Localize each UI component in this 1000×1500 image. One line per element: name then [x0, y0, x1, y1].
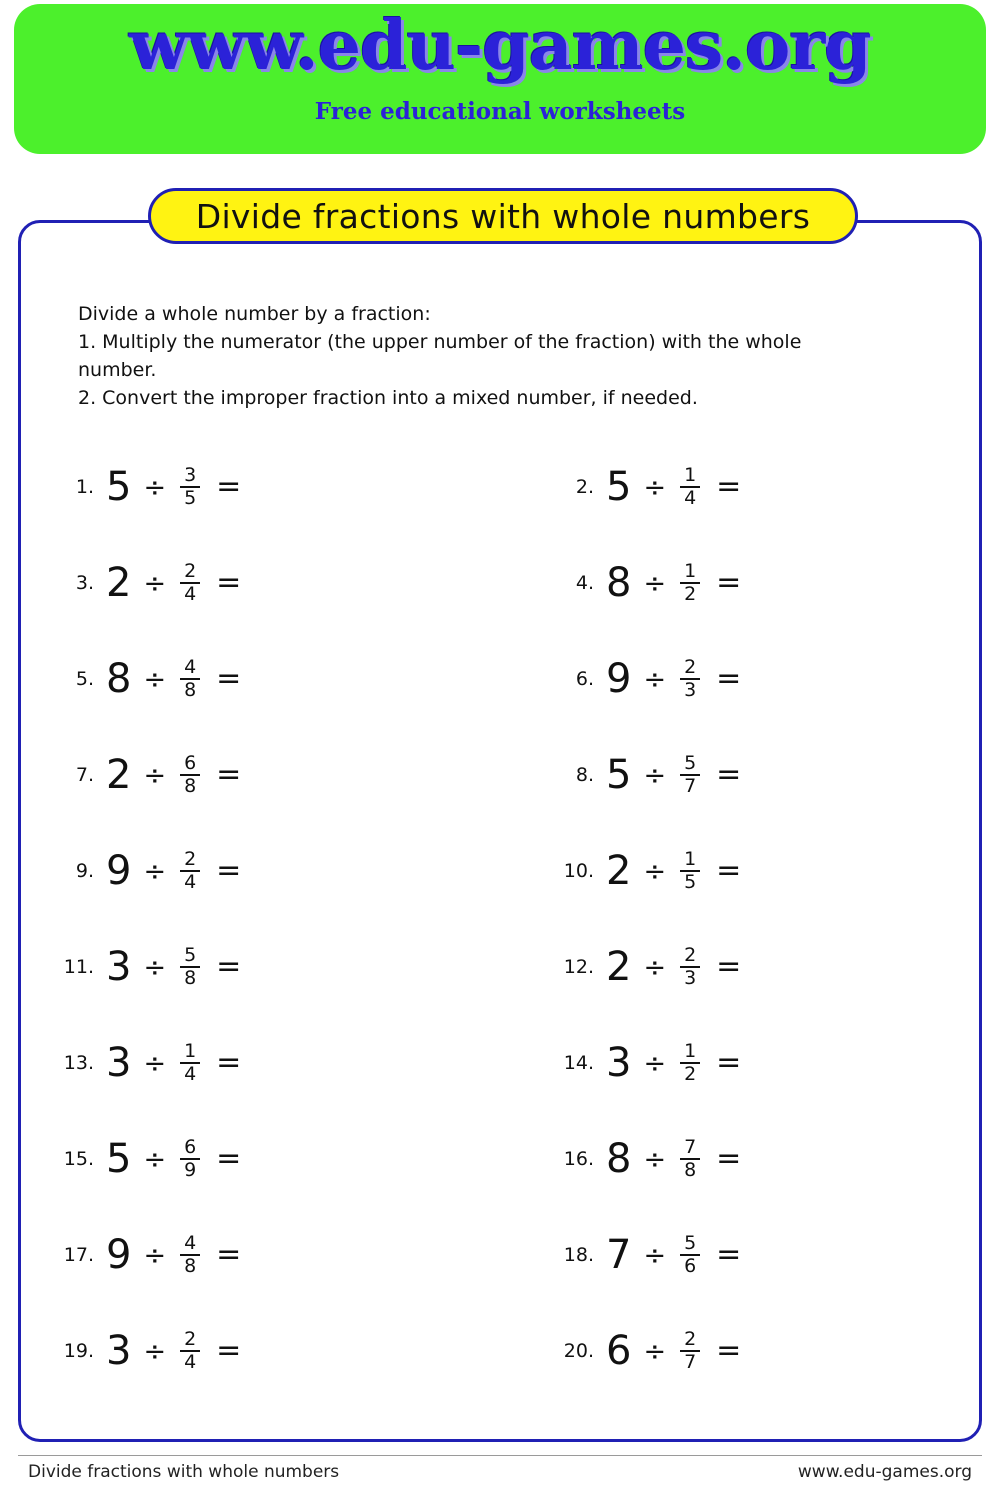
- problem-expression: [606, 1130, 741, 1188]
- problem-expression: [106, 458, 241, 516]
- problem-number: 17.: [63, 1244, 94, 1266]
- site-banner: [14, 4, 986, 154]
- fraction-numerator: 4: [184, 1232, 197, 1254]
- problem-item: [60, 554, 500, 650]
- problem-item: [500, 746, 940, 842]
- fraction-denominator: 2: [684, 583, 697, 605]
- fraction: [180, 1329, 200, 1373]
- problem-item: [500, 1034, 940, 1130]
- equals-sign: =: [716, 1237, 742, 1272]
- divide-icon: ÷: [643, 1143, 667, 1175]
- fraction-numerator: 6: [184, 752, 197, 774]
- equals-sign: =: [216, 949, 242, 984]
- equals-sign: =: [216, 1333, 242, 1368]
- problem-item: [60, 1130, 500, 1226]
- equals-sign: =: [716, 757, 742, 792]
- fraction-numerator: 2: [684, 944, 697, 966]
- fraction: [680, 1041, 700, 1085]
- whole-number: 8: [106, 656, 132, 702]
- fraction-numerator: 6: [184, 1136, 197, 1158]
- equals-sign: =: [716, 853, 742, 888]
- problem-expression: [606, 554, 741, 612]
- fraction: [180, 657, 200, 701]
- equals-sign: =: [216, 757, 242, 792]
- divide-icon: ÷: [643, 663, 667, 695]
- problem-item: [500, 650, 940, 746]
- problem-expression: [606, 938, 741, 996]
- problem-item: [60, 458, 500, 554]
- problem-number: 4.: [575, 572, 594, 594]
- fraction: [680, 1137, 700, 1181]
- equals-sign: =: [216, 565, 242, 600]
- problem-number: 1.: [75, 476, 94, 498]
- fraction: [680, 657, 700, 701]
- fraction-denominator: 3: [684, 967, 697, 989]
- site-tagline: Free educational worksheets: [314, 98, 686, 125]
- problem-item: [60, 1226, 500, 1322]
- problem-number: 7.: [75, 764, 94, 786]
- whole-number: 2: [606, 944, 632, 990]
- site-title: www.edu-games.org: [129, 6, 871, 86]
- instruction-line-2: 1. Multiply the numerator (the upper number of the fraction) with the whole number.: [78, 331, 802, 382]
- problem-expression: [606, 1226, 741, 1284]
- problem-number: 14.: [563, 1052, 594, 1074]
- equals-sign: =: [716, 949, 742, 984]
- problem-item: [60, 746, 500, 842]
- problem-number: 16.: [563, 1148, 594, 1170]
- problem-expression: [106, 554, 241, 612]
- problem-expression: [606, 650, 741, 708]
- divide-icon: ÷: [643, 1047, 667, 1079]
- whole-number: 5: [106, 464, 132, 510]
- whole-number: 2: [106, 752, 132, 798]
- whole-number: 3: [106, 944, 132, 990]
- fraction: [680, 1233, 700, 1277]
- problem-number: 8.: [575, 764, 594, 786]
- fraction-denominator: 8: [184, 967, 197, 989]
- problem-expression: [606, 1322, 741, 1380]
- fraction-denominator: 2: [684, 1063, 697, 1085]
- problem-item: [60, 842, 500, 938]
- fraction-numerator: 1: [684, 464, 697, 486]
- problem-item: [60, 1322, 500, 1418]
- fraction-numerator: 2: [184, 1328, 197, 1350]
- fraction-numerator: 1: [684, 560, 697, 582]
- whole-number: 9: [106, 848, 132, 894]
- whole-number: 5: [606, 752, 632, 798]
- equals-sign: =: [716, 565, 742, 600]
- instruction-line-3: 2. Convert the improper fraction into a mixed number, if needed.: [78, 387, 698, 410]
- problem-item: [500, 938, 940, 1034]
- fraction-numerator: 5: [684, 1232, 697, 1254]
- problem-number: 10.: [563, 860, 594, 882]
- divide-icon: ÷: [143, 1143, 167, 1175]
- fraction-denominator: 7: [684, 775, 697, 797]
- divide-icon: ÷: [643, 567, 667, 599]
- problem-expression: [106, 1034, 241, 1092]
- fraction-denominator: 4: [184, 1351, 197, 1373]
- whole-number: 8: [606, 560, 632, 606]
- fraction: [180, 753, 200, 797]
- problem-list: [60, 458, 940, 1418]
- fraction-numerator: 7: [684, 1136, 697, 1158]
- fraction-denominator: 5: [684, 871, 697, 893]
- fraction: [180, 465, 200, 509]
- divide-icon: ÷: [643, 471, 667, 503]
- fraction-denominator: 4: [184, 871, 197, 893]
- fraction: [180, 849, 200, 893]
- whole-number: 2: [106, 560, 132, 606]
- fraction-numerator: 5: [684, 752, 697, 774]
- fraction: [680, 945, 700, 989]
- equals-sign: =: [216, 1141, 242, 1176]
- worksheet-title-pill: [148, 188, 858, 244]
- equals-sign: =: [216, 661, 242, 696]
- fraction: [180, 1137, 200, 1181]
- fraction: [680, 753, 700, 797]
- divide-icon: ÷: [643, 855, 667, 887]
- whole-number: 2: [606, 848, 632, 894]
- divide-icon: ÷: [143, 759, 167, 791]
- problem-expression: [606, 458, 741, 516]
- instructions-block: [78, 300, 878, 412]
- fraction-denominator: 5: [184, 487, 197, 509]
- equals-sign: =: [216, 1237, 242, 1272]
- footer-left-label: Divide fractions with whole numbers: [28, 1462, 340, 1482]
- equals-sign: =: [716, 469, 742, 504]
- problem-item: [500, 1322, 940, 1418]
- equals-sign: =: [216, 1045, 242, 1080]
- whole-number: 8: [606, 1136, 632, 1182]
- problem-item: [500, 554, 940, 650]
- divide-icon: ÷: [143, 951, 167, 983]
- fraction-numerator: 2: [684, 1328, 697, 1350]
- fraction-numerator: 1: [684, 848, 697, 870]
- whole-number: 5: [106, 1136, 132, 1182]
- fraction-denominator: 8: [184, 775, 197, 797]
- divide-icon: ÷: [643, 1239, 667, 1271]
- fraction: [180, 1233, 200, 1277]
- instruction-line-1: Divide a whole number by a fraction:: [78, 303, 431, 325]
- whole-number: 3: [606, 1040, 632, 1086]
- problem-number: 9.: [75, 860, 94, 882]
- whole-number: 5: [606, 464, 632, 510]
- equals-sign: =: [716, 1333, 742, 1368]
- equals-sign: =: [216, 853, 242, 888]
- whole-number: 9: [606, 656, 632, 702]
- problem-item: [500, 458, 940, 554]
- fraction: [180, 561, 200, 605]
- problem-expression: [606, 1034, 741, 1092]
- problem-number: 19.: [63, 1340, 94, 1362]
- problem-expression: [606, 842, 741, 900]
- fraction-numerator: 1: [684, 1040, 697, 1062]
- problem-number: 15.: [63, 1148, 94, 1170]
- equals-sign: =: [716, 661, 742, 696]
- problem-number: 11.: [63, 956, 94, 978]
- problem-number: 3.: [75, 572, 94, 594]
- fraction-denominator: 8: [184, 1255, 197, 1277]
- problem-expression: [106, 1226, 241, 1284]
- divide-icon: ÷: [643, 759, 667, 791]
- problem-item: [500, 1130, 940, 1226]
- problem-number: 6.: [575, 668, 594, 690]
- fraction: [680, 849, 700, 893]
- problem-item: [60, 1034, 500, 1130]
- fraction-denominator: 7: [684, 1351, 697, 1373]
- fraction-numerator: 2: [684, 656, 697, 678]
- equals-sign: =: [216, 469, 242, 504]
- problem-number: 13.: [63, 1052, 94, 1074]
- fraction-numerator: 2: [184, 560, 197, 582]
- divide-icon: ÷: [143, 471, 167, 503]
- problem-number: 2.: [575, 476, 594, 498]
- fraction-numerator: 1: [184, 1040, 197, 1062]
- problem-number: 12.: [563, 956, 594, 978]
- fraction-denominator: 8: [684, 1159, 697, 1181]
- problem-expression: [106, 938, 241, 996]
- whole-number: 3: [106, 1040, 132, 1086]
- fraction-denominator: 4: [184, 1063, 197, 1085]
- fraction-denominator: 8: [184, 679, 197, 701]
- problem-number: 18.: [563, 1244, 594, 1266]
- equals-sign: =: [716, 1045, 742, 1080]
- whole-number: 6: [606, 1328, 632, 1374]
- fraction-denominator: 4: [684, 487, 697, 509]
- divide-icon: ÷: [643, 1335, 667, 1367]
- fraction: [680, 465, 700, 509]
- fraction-numerator: 3: [184, 464, 197, 486]
- divide-icon: ÷: [143, 1239, 167, 1271]
- problem-item: [500, 1226, 940, 1322]
- problem-expression: [606, 746, 741, 804]
- problem-expression: [106, 842, 241, 900]
- fraction-numerator: 4: [184, 656, 197, 678]
- problem-item: [500, 842, 940, 938]
- divide-icon: ÷: [143, 567, 167, 599]
- problem-expression: [106, 650, 241, 708]
- problem-expression: [106, 746, 241, 804]
- fraction-numerator: 2: [184, 848, 197, 870]
- fraction: [180, 1041, 200, 1085]
- divide-icon: ÷: [143, 855, 167, 887]
- fraction-denominator: 3: [684, 679, 697, 701]
- problem-expression: [106, 1130, 241, 1188]
- equals-sign: =: [716, 1141, 742, 1176]
- footer-right-label: www.edu-games.org: [797, 1462, 972, 1482]
- divide-icon: ÷: [643, 951, 667, 983]
- footer-divider: [18, 1455, 982, 1456]
- problem-number: 20.: [563, 1340, 594, 1362]
- fraction-denominator: 6: [684, 1255, 697, 1277]
- fraction-numerator: 5: [184, 944, 197, 966]
- whole-number: 7: [606, 1232, 632, 1278]
- fraction: [680, 561, 700, 605]
- whole-number: 3: [106, 1328, 132, 1374]
- fraction-denominator: 4: [184, 583, 197, 605]
- whole-number: 9: [106, 1232, 132, 1278]
- page-title: Divide fractions with whole numbers: [195, 196, 811, 236]
- fraction: [180, 945, 200, 989]
- problem-item: [60, 938, 500, 1034]
- problem-number: 5.: [75, 668, 94, 690]
- fraction: [680, 1329, 700, 1373]
- divide-icon: ÷: [143, 1335, 167, 1367]
- fraction-denominator: 9: [184, 1159, 197, 1181]
- divide-icon: ÷: [143, 663, 167, 695]
- problem-item: [60, 650, 500, 746]
- divide-icon: ÷: [143, 1047, 167, 1079]
- problem-expression: [106, 1322, 241, 1380]
